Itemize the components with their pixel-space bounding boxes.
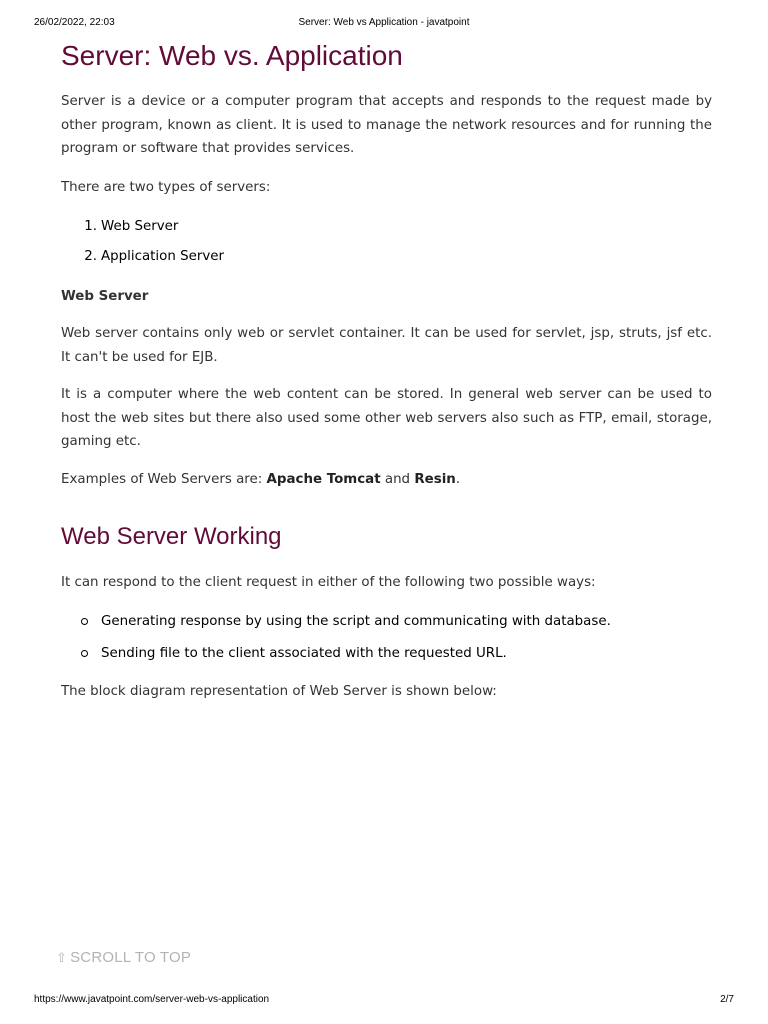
page-title: Server: Web vs. Application <box>61 40 403 71</box>
page-number: 2/7 <box>720 994 734 1005</box>
web-server-examples-paragraph <box>61 468 712 492</box>
list-number: 2. <box>84 249 97 264</box>
example-resin: Resin <box>414 472 456 487</box>
examples-prefix: Examples of Web Servers are: <box>61 472 267 487</box>
circle-bullet-icon <box>81 618 88 625</box>
intro-paragraph: Server is a device or a computer program that accepts and responds to the request made by other program, known as client. It is used to manage the network resources and for running the program or software that provides services. <box>61 94 712 156</box>
examples-and: and <box>380 472 415 487</box>
web-server-paragraph-1: Web server contains only web or servlet container. It can be used for servlet, jsp, struts, jsf etc. It can't be used for EJB. <box>61 326 712 365</box>
list-item-label: Web Server <box>101 219 179 234</box>
examples-suffix: . <box>455 472 461 487</box>
example-apache-tomcat: Apache Tomcat <box>266 472 381 487</box>
list-item-label: Application Server <box>101 249 224 264</box>
print-footer <box>34 994 734 1008</box>
diagram-intro-paragraph: The block diagram representation of Web Server is shown below: <box>61 684 497 699</box>
print-date: 26/02/2022, 22:03 <box>34 17 115 28</box>
web-server-subheading: Web Server <box>61 289 149 304</box>
web-server-working-heading: Web Server Working <box>61 523 282 550</box>
print-document-title: Server: Web vs Application - javatpoint <box>298 17 470 28</box>
list-number: 1. <box>84 219 97 234</box>
scroll-to-top-button[interactable] <box>56 949 191 966</box>
types-intro-paragraph: There are two types of servers: <box>61 180 271 195</box>
web-server-paragraph-2: It is a computer where the web content can be stored. In general web server can be used to host the web sites but there also used some other web servers also such as FTP, email, storage, gaming etc. <box>61 387 712 449</box>
scroll-to-top-label: SCROLL TO TOP <box>70 949 192 966</box>
print-header <box>34 17 734 31</box>
working-intro-paragraph: It can respond to the client request in either of the following two possible ways: <box>61 575 596 590</box>
list-item-label: Sending file to the client associated with the requested URL. <box>101 646 507 661</box>
list-item-label: Generating response by using the script and communicating with database. <box>101 614 611 629</box>
up-arrow-icon: ⇧ <box>56 950 68 965</box>
circle-bullet-icon <box>81 650 88 657</box>
page-url: https://www.javatpoint.com/server-web-vs-application <box>34 994 270 1005</box>
